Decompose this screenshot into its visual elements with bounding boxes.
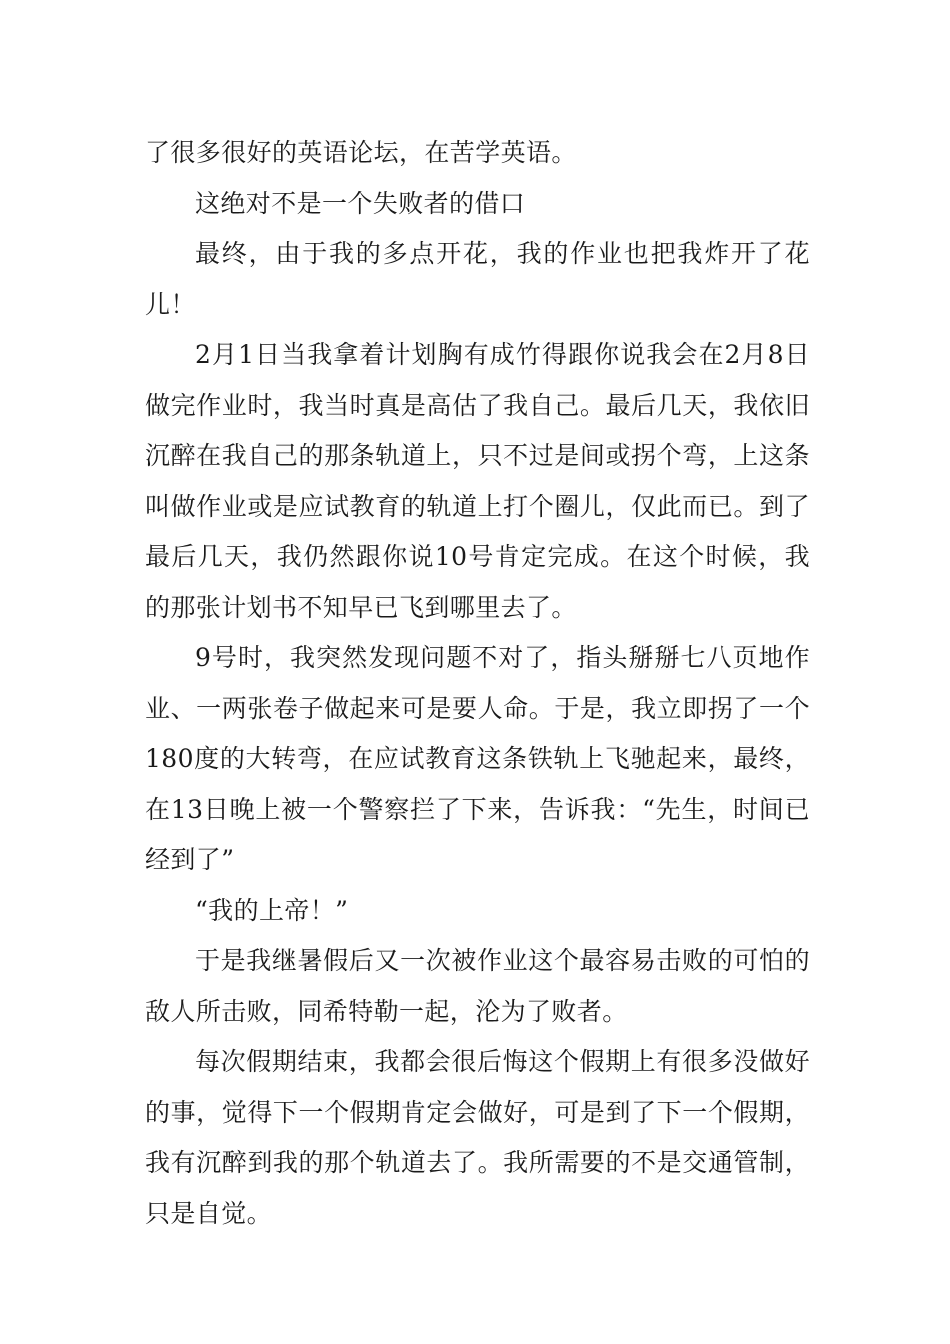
paragraph-6: “我的上帝！” — [195, 895, 349, 925]
paragraph-1: 了很多很好的英语论坛，在苦学英语。 — [145, 138, 577, 167]
paragraph-4: 2月1日当我拿着计划胸有成竹得跟你说我会在2月8日做完作业时，我当时真是高估了我自己。最后几天，我依旧沉醉在我自己的那条轨道上，只不过是间或拐个弯，上这条叫做作业或是应试教育的轨道上打个圈儿，仅此而已。到了最后几天，我仍然跟你说10号肯定完成。在这个时候，我的那张计划书不知早已飞到哪里去了。 — [145, 340, 810, 622]
paragraph-5: 9号时，我突然发现问题不对了，指头掰掰七八页地作业、一两张卷子做起来可是要人命。于是，我立即拐了一个180度的大转弯，在应试教育这条铁轨上飞驰起来，最终，在13日晚上被一个警察拦了下来，告诉我：“先生，时间已经到了” — [145, 643, 810, 874]
paragraph-7: 于是我继暑假后又一次被作业这个最容易击败的可怕的敌人所击败，同希特勒一起，沦为了败者。 — [145, 946, 810, 1026]
document-body — [145, 128, 810, 1239]
paragraph-3: 最终，由于我的多点开花，我的作业也把我炸开了花儿！ — [145, 239, 810, 319]
paragraph-2: 这绝对不是一个失败者的借口 — [195, 188, 526, 218]
paragraph-8: 每次假期结束，我都会很后悔这个假期上有很多没做好的事，觉得下一个假期肯定会做好，可是到了下一个假期，我有沉醉到我的那个轨道去了。我所需要的不是交通管制，只是自觉。 — [145, 1047, 810, 1228]
